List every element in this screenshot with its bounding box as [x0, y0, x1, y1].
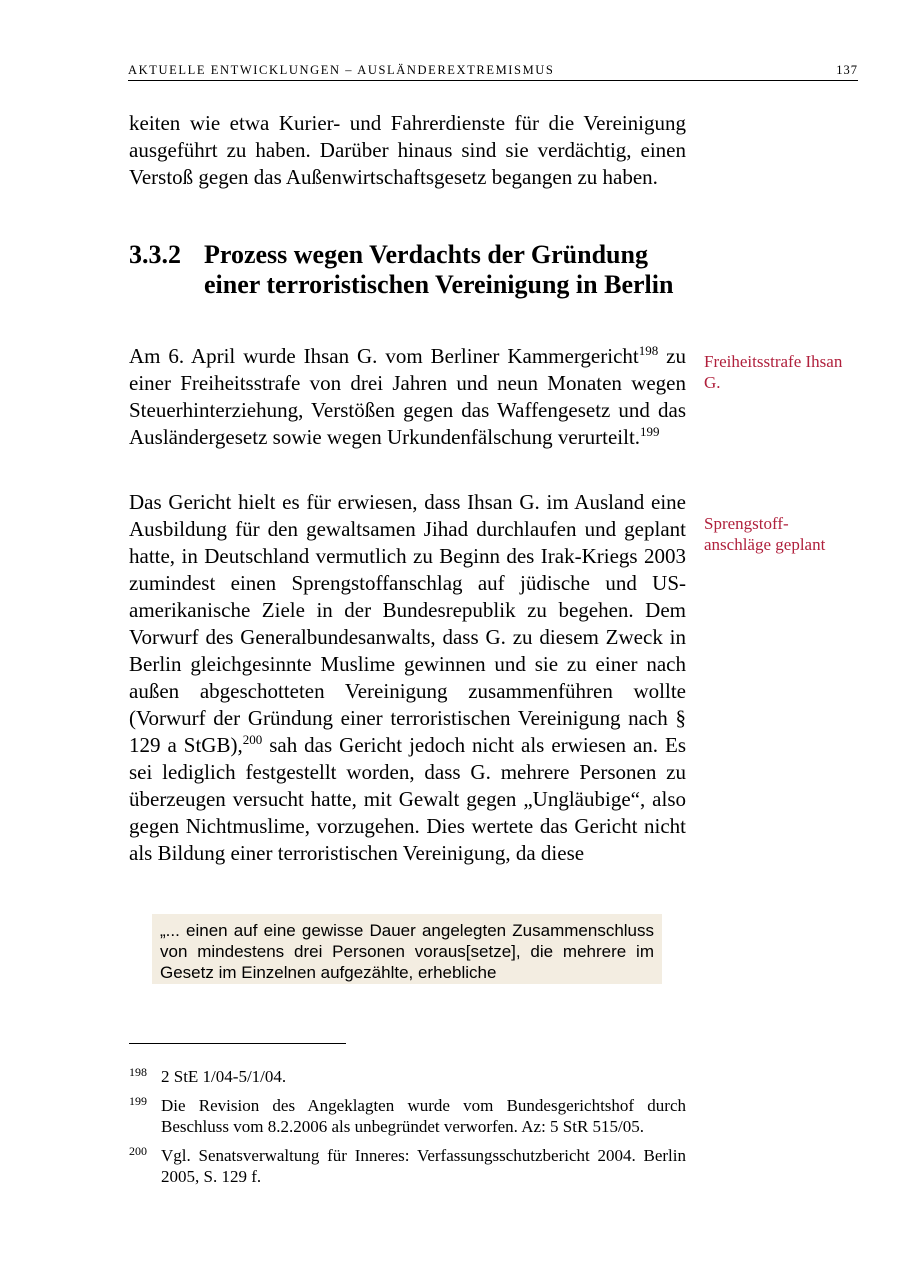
paragraph-sentence	[129, 343, 686, 451]
footnote-divider	[129, 1043, 346, 1044]
footnote-number: 199	[129, 1094, 147, 1108]
margin-note-sentence: Freiheitsstrafe Ihsan G.	[704, 352, 843, 392]
paragraph-sentence-text-2: zu einer Freiheitsstrafe von drei Jahren und neun Monaten wegen Steuerhinterziehung, Verstößen gegen das Waffengesetz und das Ausländergesetz sowie wegen Urkundenfälschung verurteilt.	[129, 344, 686, 449]
footnote-text: Die Revision des Angeklagten wurde vom Bundesgerichtshof durch Beschluss vom 8.2.2006 als unbegründet verworfen. Az: 5 StR 515/05.	[161, 1096, 686, 1136]
footnote-ref-199[interactable]: 199	[640, 424, 660, 439]
section-title: Prozess wegen Verdachts der Gründung einer terroristischen Vereinigung in Berlin	[204, 240, 674, 299]
running-header-title: AKTUELLE ENTWICKLUNGEN – AUSLÄNDEREXTREMISMUS	[128, 63, 555, 77]
footnote-text: Vgl. Senatsverwaltung für Inneres: Verfassungsschutzbericht 2004. Berlin 2005, S. 129 f.	[161, 1146, 686, 1186]
section-number: 3.3.2	[129, 240, 181, 269]
block-quote-text: „... einen auf eine gewisse Dauer angelegten Zusammenschluss von mindestens drei Personen voraus[setze], die mehrere im Gesetz im Einzelnen aufgezählte, erhebliche	[160, 921, 654, 982]
paragraph-court-text-1: Das Gericht hielt es für erwiesen, dass Ihsan G. im Ausland eine Ausbildung für den gewaltsamen Jihad durchlaufen und geplant hatte, in Deutschland vermutlich zu Beginn des Irak-Kriegs 2003 zumindest einen Sprengstoffanschlag auf jüdische und US-amerikanische Ziele in der Bundesrepublik zu begehen. Dem Vorwurf des Generalbundesanwalts, dass G. zu diesem Zweck in Berlin gleichgesinnte Muslime gewinnen und sie zu einer nach außen abgeschotteten Vereinigung zusammenführen wollte (Vorwurf der Gründung einer terroristischen Vereinigung nach § 129 a StGB),	[129, 490, 686, 757]
footnote-number: 198	[129, 1065, 147, 1079]
paragraph-court	[129, 489, 686, 867]
footnote-number: 200	[129, 1144, 147, 1158]
footnote-ref-198[interactable]: 198	[638, 343, 659, 358]
running-header	[128, 60, 858, 81]
paragraph-court-text-2: sah das Gericht jedoch nicht als erwiesen an. Es sei lediglich festgestellt worden, dass G. mehrere Personen zu überzeugen versucht hatte, mit Gewalt gegen „Ungläubige“, also gegen Nichtmuslime, vorzugehen. Dies wertete das Gericht nicht als Bildung einer terroristischen Vereinigung, da diese	[129, 733, 687, 865]
page-number: 137	[836, 63, 858, 77]
margin-note-explosives: Sprengstoff-anschläge geplant	[704, 514, 826, 554]
footnote-text: 2 StE 1/04-5/1/04.	[161, 1067, 287, 1086]
footnote-ref-200[interactable]: 200	[242, 732, 263, 747]
paragraph-sentence-text-1: Am 6. April wurde Ihsan G. vom Berliner Kammergericht	[129, 344, 639, 368]
block-quote	[152, 914, 662, 984]
intro-paragraph: keiten wie etwa Kurier- und Fahrerdienste für die Vereinigung ausgeführt zu haben. Darüber hinaus sind sie verdächtig, einen Verstoß gegen das Außenwirtschaftsgesetz begangen zu haben.	[129, 111, 686, 189]
